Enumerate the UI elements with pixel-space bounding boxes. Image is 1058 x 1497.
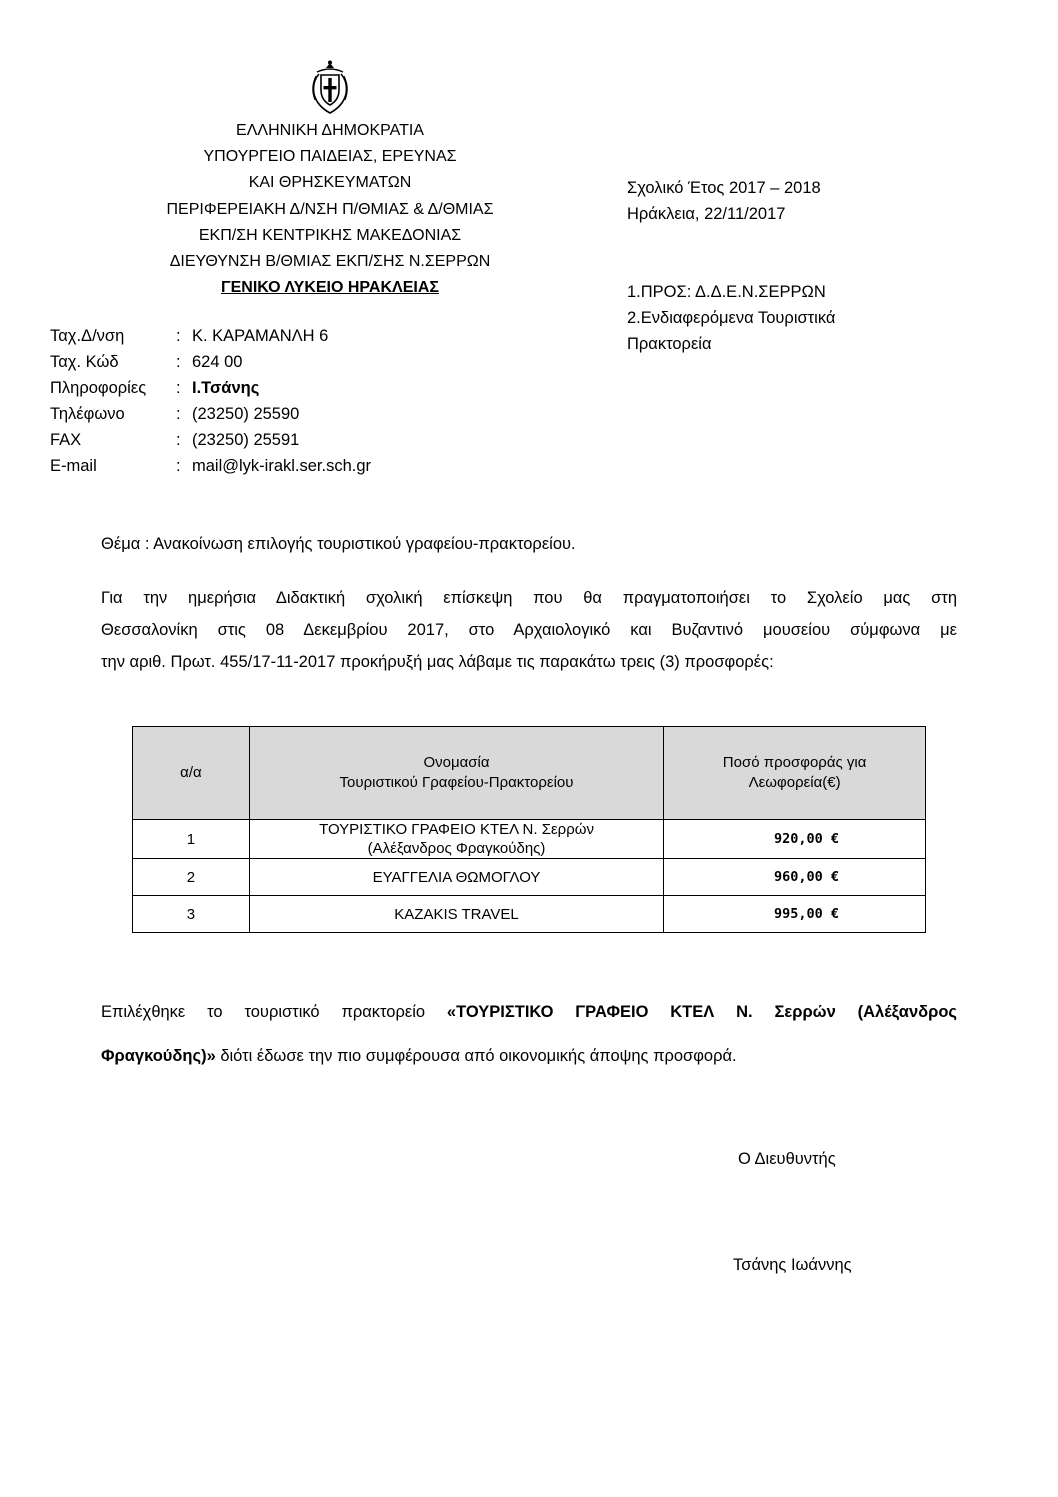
row-aa: 3 xyxy=(133,896,250,933)
contact-value: (23250) 25590 xyxy=(192,405,300,423)
row-amount: 920,00 € xyxy=(664,820,926,859)
contact-label: FAX xyxy=(50,431,82,449)
contact-value: Ι.Τσάνης xyxy=(192,379,260,397)
header-line: ΚΑΙ ΘΡΗΣΚΕΥΜΑΤΩΝ xyxy=(248,174,412,192)
header-amount: Ποσό προσφοράς για Λεωφορεία(€) xyxy=(664,727,926,820)
issuer-header xyxy=(110,118,550,301)
recipient-line: 2.Ενδιαφερόμενα Τουριστικά xyxy=(627,309,836,327)
conclusion-suffix: διότι έδωσε την πιο συμφέρουσα από οικονομικής άποψης προσφορά. xyxy=(215,1047,737,1065)
selected-agency: «ΤΟΥΡΙΣΤΙΚΟ ΓΡΑΦΕΙΟ ΚΤΕΛ Ν. Σερρών (Αλέξανδρος xyxy=(446,1003,957,1021)
recipients xyxy=(627,279,835,357)
document-meta xyxy=(627,175,821,227)
contact-label: Πληροφορίες xyxy=(50,379,147,397)
row-agency-name: KAZAKIS TRAVEL xyxy=(249,896,663,933)
greek-emblem-icon xyxy=(305,60,355,116)
contact-label: Τηλέφωνο xyxy=(50,405,125,423)
school-name: ΓΕΝΙΚΟ ΛΥΚΕΙΟ ΗΡΑΚΛΕΙΑΣ xyxy=(221,279,439,297)
recipient-line: 1.ΠΡΟΣ: Δ.Δ.Ε.Ν.ΣΕΡΡΩΝ xyxy=(627,283,826,301)
place-date: Ηράκλεια, 22/11/2017 xyxy=(627,205,786,223)
header-line: ΔΙΕΥΘΥΝΣΗ Β/ΘΜΙΑΣ ΕΚΠ/ΣΗΣ Ν.ΣΕΡΡΩΝ xyxy=(169,253,491,271)
email-value: mail@lyk-irakl.ser.sch.gr xyxy=(192,457,372,475)
row-agency-name: ΤΟΥΡΙΣΤΙΚΟ ΓΡΑΦΕΙΟ ΚΤΕΛ Ν. Σερρών (Αλέξανδρος Φραγκούδης) xyxy=(249,820,663,859)
contact-label: Ταχ.Δ/νση xyxy=(50,327,125,345)
contact-value: (23250) 25591 xyxy=(192,431,300,449)
contact-value: 624 00 xyxy=(192,353,243,371)
body-line: Θεσσαλονίκη στις 08 Δεκεμβρίου 2017, στο Αρχαιολογικό και Βυζαντινό μουσείου σύμφωνα με xyxy=(101,621,957,639)
contact-label: Ταχ. Κώδ xyxy=(50,353,119,371)
header-line: ΕΚΠ/ΣΗ ΚΕΝΤΡΙΚΗΣ ΜΑΚΕΔΟΝΙΑΣ xyxy=(198,226,462,244)
recipient-line: Πρακτορεία xyxy=(627,335,712,353)
table-row xyxy=(133,896,926,933)
header-line: ΠΕΡΙΦΕΡΕΙΑΚΗ Δ/ΝΣΗ Π/ΘΜΙΑΣ & Δ/ΘΜΙΑΣ xyxy=(166,200,494,218)
table-row xyxy=(133,859,926,896)
header-line: ΕΛΛΗΝΙΚΗ ΔΗΜΟΚΡΑΤΙΑ xyxy=(236,122,424,139)
header-aa: α/α xyxy=(133,727,250,820)
director-title: Ο Διευθυντής xyxy=(738,1150,836,1168)
signature-name: Τσάνης Ιωάννης xyxy=(733,1256,852,1274)
body-paragraph xyxy=(101,582,957,678)
contact-value: Κ. ΚΑΡΑΜΑΝΛΗ 6 xyxy=(192,327,329,345)
selected-agency-cont: Φραγκούδης)» xyxy=(101,1047,216,1065)
conclusion-prefix: Επιλέχθηκε το τουριστικό πρακτορείο xyxy=(101,1003,447,1021)
body-line: την αριθ. Πρωτ. 455/17-11-2017 προκήρυξή μας λάβαμε τις παρακάτω τρεις (3) προσφορές: xyxy=(101,653,774,671)
table-header-row xyxy=(133,727,926,820)
row-agency-name: ΕΥΑΓΓΕΛΙΑ ΘΩΜΟΓΛΟΥ xyxy=(249,859,663,896)
subject-line: Θέμα : Ανακοίνωση επιλογής τουριστικού γραφείου-πρακτορείου. xyxy=(101,535,576,553)
school-year: Σχολικό Έτος 2017 – 2018 xyxy=(627,179,821,197)
row-amount: 960,00 € xyxy=(664,859,926,896)
header-agency-name: Ονομασία Τουριστικού Γραφείου-Πρακτορείου xyxy=(249,727,663,820)
row-aa: 1 xyxy=(133,820,250,859)
row-amount: 995,00 € xyxy=(664,896,926,933)
table-row xyxy=(133,820,926,859)
body-line: Για την ημερήσια Διδακτική σχολική επίσκεψη που θα πραγματοποιήσει το Σχολείο μας στη xyxy=(101,589,957,607)
contact-label: E-mail xyxy=(50,457,97,475)
offers-table xyxy=(132,726,926,933)
conclusion-paragraph xyxy=(101,990,957,1078)
row-aa: 2 xyxy=(133,859,250,896)
header-line: ΥΠΟΥΡΓΕΙΟ ΠΑΙΔΕΙΑΣ, ΕΡΕΥΝΑΣ xyxy=(203,148,457,166)
